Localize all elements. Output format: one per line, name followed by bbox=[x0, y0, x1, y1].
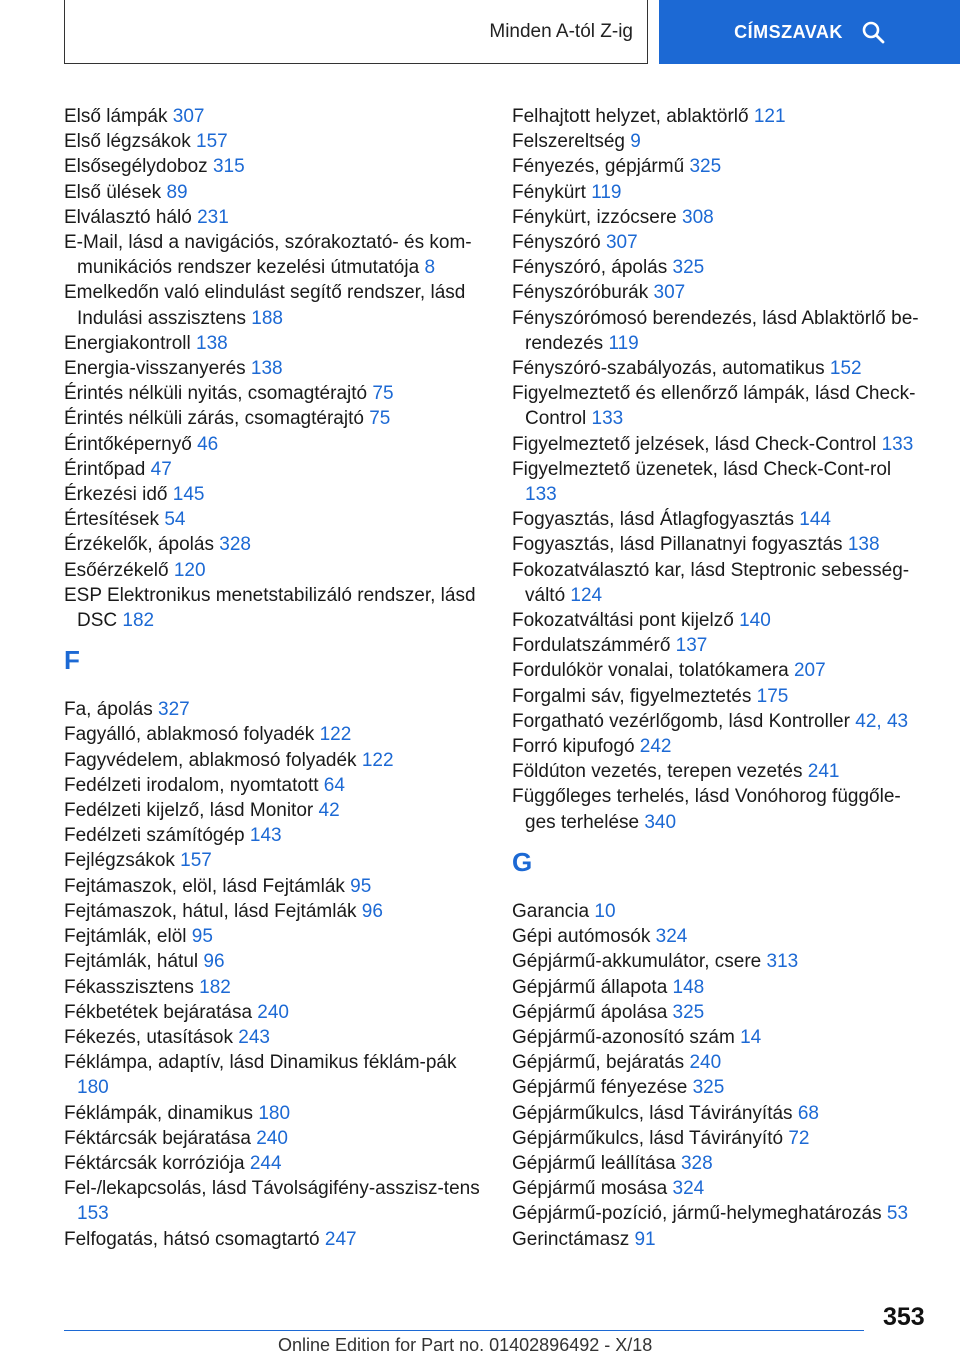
footer-edition: Online Edition for Part no. 01402896492 - X/18 bbox=[278, 1335, 653, 1355]
index-entry bbox=[64, 823, 484, 848]
index-entry bbox=[512, 230, 927, 255]
index-entry bbox=[64, 899, 484, 924]
index-page-link[interactable]: 119 bbox=[608, 332, 639, 354]
index-page-link[interactable]: 91 bbox=[634, 1228, 656, 1250]
index-entry-term: Fokozatváltási pont kijelző bbox=[512, 610, 734, 632]
index-entry-term: Fordulatszámmérő bbox=[512, 635, 671, 657]
index-entry bbox=[512, 1000, 927, 1025]
index-entry-term: Fedélzeti kijelző, lásd Monitor bbox=[64, 800, 314, 822]
index-entry bbox=[64, 583, 484, 633]
index-entry-term: Féklámpák, dinamikus bbox=[64, 1102, 254, 1124]
index-entry-term: Fejtámlák, hátul bbox=[64, 951, 199, 973]
index-entry-term: Gépjármű-azonosító szám bbox=[512, 1026, 735, 1048]
index-entry bbox=[512, 356, 927, 381]
index-entry-term: Első légzsákok bbox=[64, 131, 191, 153]
index-entry-term: Fordulókör vonalai, tolatókamera bbox=[512, 660, 789, 682]
index-entry-term: Fejtámlák, elöl bbox=[64, 926, 187, 948]
index-entry-term: Fényszórómosó berendezés, lásd Ablaktörlő be‐rendezés bbox=[512, 307, 919, 354]
index-page-link[interactable]: 325 bbox=[672, 257, 705, 279]
index-entry bbox=[64, 230, 484, 280]
index-entry bbox=[512, 759, 927, 784]
index-entry-term: Gépjármű leállítása bbox=[512, 1152, 676, 1174]
index-page-link[interactable]: 96 bbox=[361, 900, 383, 922]
index-entry bbox=[64, 697, 484, 722]
index-page-link[interactable]: 138 bbox=[847, 534, 880, 556]
index-entry-term: Érkezési idő bbox=[64, 484, 168, 506]
index-entry-term: Féklámpa, adaptív, lásd Dinamikus féklám‐pák bbox=[64, 1052, 457, 1074]
index-page-link[interactable]: 138 bbox=[196, 332, 228, 354]
index-page-link[interactable]: 182 bbox=[122, 610, 155, 632]
index-page-link[interactable]: 140 bbox=[739, 610, 771, 632]
index-page-link[interactable]: 324 bbox=[672, 1178, 705, 1200]
index-page-link[interactable]: 325 bbox=[689, 156, 722, 178]
tab-index[interactable] bbox=[659, 0, 960, 64]
index-entry bbox=[512, 709, 927, 734]
index-page-link[interactable]: 327 bbox=[158, 699, 190, 721]
index-page-link[interactable]: 9 bbox=[630, 131, 641, 153]
index-entry-term: Gépjármű-akkumulátor, csere bbox=[512, 951, 762, 973]
index-page-link[interactable]: 240 bbox=[257, 1001, 289, 1023]
index-entry bbox=[512, 255, 927, 280]
index-entry-term: Garancia bbox=[512, 900, 590, 922]
index-page-link[interactable]: 54 bbox=[164, 509, 186, 531]
index-page-link[interactable]: 244 bbox=[249, 1152, 282, 1174]
index-entry bbox=[512, 899, 927, 924]
index-entry bbox=[512, 381, 927, 431]
index-entry bbox=[64, 558, 484, 583]
index-entry bbox=[64, 1101, 484, 1126]
index-entry-term: E-Mail, lásd a navigációs, szórakoztató- és kom‐munikációs rendszer kezelési útmutatója bbox=[64, 232, 472, 279]
index-entry bbox=[64, 482, 484, 507]
index-page-link[interactable]: 328 bbox=[219, 534, 251, 556]
index-entry bbox=[512, 532, 927, 557]
index-entry-term: Fa, ápolás bbox=[64, 699, 153, 721]
index-entry-term: Érintőképernyő bbox=[64, 433, 192, 455]
index-entry bbox=[512, 1101, 927, 1126]
index-entry-term: Fogyasztás, lásd Átlagfogyasztás bbox=[512, 509, 794, 531]
index-entry bbox=[512, 306, 927, 356]
index-page-link[interactable]: 145 bbox=[172, 484, 205, 506]
index-page-link[interactable]: 242 bbox=[639, 736, 672, 758]
index-page-link[interactable]: 42, 43 bbox=[855, 710, 909, 732]
index-page-link[interactable]: 315 bbox=[212, 156, 245, 178]
index-entry-term: Féktárcsák korróziója bbox=[64, 1152, 245, 1174]
index-page-link[interactable]: 243 bbox=[238, 1026, 270, 1048]
index-entry bbox=[64, 748, 484, 773]
index-entry-term: Forgalmi sáv, figyelmeztetés bbox=[512, 685, 752, 707]
index-entry bbox=[64, 975, 484, 1000]
index-page-link[interactable]: 308 bbox=[682, 206, 714, 228]
index-page-link[interactable]: 157 bbox=[196, 131, 228, 153]
index-entry-term: Fagyálló, ablakmosó folyadék bbox=[64, 724, 315, 746]
index-entry-term: Gépjármű, bejáratás bbox=[512, 1052, 685, 1074]
index-page-link[interactable]: 75 bbox=[369, 408, 391, 430]
index-page-link[interactable]: 75 bbox=[372, 383, 394, 405]
index-entry-term: Érintés nélküli nyitás, csomagtérajtó bbox=[64, 383, 368, 405]
index-entry bbox=[512, 154, 927, 179]
index-entry-term: Fényszóróburák bbox=[512, 282, 649, 304]
index-entry-term: Fénykürt bbox=[512, 181, 586, 203]
index-entry-term: Fénykürt, izzócsere bbox=[512, 206, 677, 228]
index-page-link[interactable]: 240 bbox=[256, 1127, 288, 1149]
index-page-link[interactable]: 307 bbox=[605, 232, 638, 254]
index-entry-term: Figyelmeztető jelzések, lásd Check-Control bbox=[512, 433, 877, 455]
index-page-link[interactable]: 95 bbox=[350, 875, 372, 897]
index-entry-term: Fejtámaszok, elöl, lásd Fejtámlák bbox=[64, 875, 345, 897]
index-page-link[interactable]: 324 bbox=[655, 926, 688, 948]
index-entry bbox=[64, 1227, 484, 1252]
index-entry bbox=[64, 722, 484, 747]
index-page-link[interactable]: 157 bbox=[180, 850, 212, 872]
index-entry-term: Forró kipufogó bbox=[512, 736, 635, 758]
index-page-link[interactable]: 89 bbox=[166, 181, 188, 203]
index-entry bbox=[64, 406, 484, 431]
index-entry bbox=[512, 104, 927, 129]
index-page-link[interactable]: 241 bbox=[807, 761, 840, 783]
index-entry-term: Fényszóró-szabályozás, automatikus bbox=[512, 358, 825, 380]
index-entry bbox=[64, 532, 484, 557]
index-page-link[interactable]: 122 bbox=[361, 749, 394, 771]
index-entry bbox=[512, 658, 927, 683]
index-page-link[interactable]: 138 bbox=[250, 358, 283, 380]
index-entry bbox=[64, 381, 484, 406]
index-entry bbox=[512, 558, 927, 608]
index-entry bbox=[64, 924, 484, 949]
page-number: 353 bbox=[883, 1303, 925, 1331]
index-entry-term: Felszereltség bbox=[512, 131, 625, 153]
index-entry bbox=[512, 924, 927, 949]
index-page-link[interactable]: 46 bbox=[197, 433, 219, 455]
index-entry-term: Fogyasztás, lásd Pillanatnyi fogyasztás bbox=[512, 534, 843, 556]
index-page-link[interactable]: 133 bbox=[591, 408, 624, 430]
index-entry-term: Gépjármű-pozíció, jármű-helymeghatározás bbox=[512, 1203, 882, 1225]
index-page-link[interactable]: 231 bbox=[197, 206, 229, 228]
index-entry-term: Emelkedőn való elindulást segítő rendszer, lásd Indulási asszisztens bbox=[64, 282, 466, 329]
index-entry bbox=[64, 457, 484, 482]
index-entry bbox=[512, 949, 927, 974]
index-entry-term: Felfogatás, hátsó csomagtartó bbox=[64, 1228, 320, 1250]
index-entry bbox=[512, 1025, 927, 1050]
index-entry-term: Függőleges terhelés, lásd Vonóhorog függőle‐ges terhelése bbox=[512, 786, 901, 833]
index-entry-term: Fedélzeti számítógép bbox=[64, 825, 245, 847]
index-entry-term: Figyelmeztető és ellenőrző lámpák, lásd Check-Control bbox=[512, 383, 916, 430]
index-entry bbox=[64, 356, 484, 381]
index-entry-term: Fényszóró, ápolás bbox=[512, 257, 668, 279]
index-entry-term: ESP Elektronikus menetstabilizáló rendszer, lásd DSC bbox=[64, 584, 476, 632]
index-entry-term: Fékezés, utasítások bbox=[64, 1026, 233, 1048]
index-page-link[interactable]: 53 bbox=[886, 1203, 909, 1225]
index-entry bbox=[64, 1050, 484, 1100]
index-page-link[interactable]: 328 bbox=[680, 1152, 713, 1174]
index-page-link[interactable]: 120 bbox=[173, 559, 206, 581]
index-entry-term: Fényszóró bbox=[512, 232, 601, 254]
index-page-link[interactable]: 133 bbox=[881, 433, 914, 455]
index-entry-term: Érintőpad bbox=[64, 458, 146, 480]
index-entry bbox=[512, 457, 927, 507]
index-page-link[interactable]: 133 bbox=[525, 484, 557, 506]
index-page-link[interactable]: 307 bbox=[653, 282, 686, 304]
index-entry bbox=[512, 280, 927, 305]
index-entry bbox=[64, 154, 484, 179]
index-entry-term: Fedélzeti irodalom, nyomtatott bbox=[64, 774, 319, 796]
index-entry-term: Gerinctámasz bbox=[512, 1228, 630, 1250]
index-page-link[interactable]: 188 bbox=[251, 307, 283, 329]
footer-divider bbox=[64, 1330, 864, 1331]
index-entry-term: Gépjármű fényezése bbox=[512, 1077, 688, 1099]
index-entry bbox=[64, 432, 484, 457]
index-page-link[interactable]: 144 bbox=[799, 509, 831, 531]
index-entry-term: Fejlégzsákok bbox=[64, 850, 175, 872]
index-entry-term: Energia-visszanyerés bbox=[64, 358, 246, 380]
index-page-link[interactable]: 307 bbox=[172, 106, 205, 127]
index-entry bbox=[512, 180, 927, 205]
index-entry-term: Fel-/lekapcsolás, lásd Távolságifény-asszisz‐tens bbox=[64, 1178, 480, 1200]
index-entry bbox=[64, 874, 484, 899]
index-page-link[interactable]: 42 bbox=[318, 800, 340, 822]
index-entry-term: Gépjárműkulcs, lásd Távirányító bbox=[512, 1127, 784, 1149]
index-entry bbox=[64, 798, 484, 823]
index-page-link[interactable]: 148 bbox=[672, 976, 705, 998]
index-entry bbox=[512, 432, 927, 457]
index-entry bbox=[512, 1201, 927, 1226]
index-page-link[interactable]: 68 bbox=[797, 1102, 819, 1124]
index-page-link[interactable]: 119 bbox=[591, 181, 622, 203]
index-entry bbox=[64, 280, 484, 330]
index-entry bbox=[512, 608, 927, 633]
index-entry-term: Gépjármű állapota bbox=[512, 976, 668, 998]
index-page-link[interactable]: 121 bbox=[753, 106, 786, 127]
index-entry bbox=[64, 180, 484, 205]
index-entry-term: Elsősegélydoboz bbox=[64, 156, 208, 178]
tab-index-label: CÍMSZAVAK bbox=[734, 21, 843, 42]
index-page-link[interactable]: 10 bbox=[594, 900, 616, 922]
index-entry bbox=[512, 784, 927, 834]
index-page-link[interactable]: 137 bbox=[675, 635, 708, 657]
index-entry-term: Féktárcsák bejáratása bbox=[64, 1127, 251, 1149]
index-entry bbox=[64, 129, 484, 154]
index-entry bbox=[512, 633, 927, 658]
index-page-link[interactable]: 207 bbox=[793, 660, 826, 682]
index-entry bbox=[512, 975, 927, 1000]
index-page-link[interactable]: 14 bbox=[740, 1026, 762, 1048]
index-column-left bbox=[64, 104, 484, 1252]
index-page-link[interactable]: 180 bbox=[258, 1102, 291, 1124]
index-entry bbox=[512, 1075, 927, 1100]
index-entry-term: Forgatható vezérlőgomb, lásd Kontroller bbox=[512, 710, 850, 732]
index-entry-term: Gépjármű ápolása bbox=[512, 1001, 668, 1023]
index-page-link[interactable]: 122 bbox=[319, 724, 352, 746]
index-column-right bbox=[512, 104, 927, 1252]
index-entry-term: Energiakontroll bbox=[64, 332, 191, 354]
index-page-link[interactable]: 8 bbox=[424, 257, 436, 279]
index-entry bbox=[512, 507, 927, 532]
index-page-link[interactable]: 240 bbox=[689, 1052, 722, 1074]
index-entry-term: Fokozatválasztó kar, lásd Steptronic sebesség‐váltó bbox=[512, 559, 910, 606]
index-entry bbox=[512, 1151, 927, 1176]
index-page-link[interactable]: 175 bbox=[756, 685, 789, 707]
index-page-link[interactable]: 182 bbox=[199, 976, 231, 998]
index-page-link[interactable]: 124 bbox=[570, 584, 603, 606]
index-entry bbox=[64, 1000, 484, 1025]
index-entry bbox=[64, 205, 484, 230]
index-page-link[interactable]: 64 bbox=[323, 774, 345, 796]
index-page-link[interactable]: 153 bbox=[77, 1203, 109, 1225]
index-entry bbox=[512, 1050, 927, 1075]
index-page-link[interactable]: 72 bbox=[788, 1127, 810, 1149]
index-entry bbox=[512, 734, 927, 759]
index-entry bbox=[64, 331, 484, 356]
index-entry-term: Fagyvédelem, ablakmosó folyadék bbox=[64, 749, 357, 771]
index-entry bbox=[512, 129, 927, 154]
index-page-link[interactable]: 325 bbox=[672, 1001, 705, 1023]
index-entry bbox=[512, 684, 927, 709]
index-letter-heading: F bbox=[64, 645, 80, 676]
index-entry bbox=[64, 104, 484, 129]
index-entry-term: Fékbetétek bejáratása bbox=[64, 1001, 253, 1023]
index-entry-term: Gépjárműkulcs, lásd Távirányítás bbox=[512, 1102, 793, 1124]
index-entry-term: Földúton vezetés, terepen vezetés bbox=[512, 761, 803, 783]
index-entry bbox=[64, 1176, 484, 1226]
index-entry-term: Fényezés, gépjármű bbox=[512, 156, 685, 178]
index-page-link[interactable]: 340 bbox=[644, 811, 677, 833]
index-page-link[interactable]: 247 bbox=[324, 1228, 357, 1250]
index-page-link[interactable]: 143 bbox=[249, 825, 282, 847]
index-entry-term: Gépjármű mosása bbox=[512, 1178, 668, 1200]
index-entry bbox=[64, 507, 484, 532]
index-entry-term: Értesítések bbox=[64, 509, 160, 531]
index-entry bbox=[512, 1227, 927, 1252]
index-entry bbox=[512, 1126, 927, 1151]
index-page-link[interactable]: 95 bbox=[191, 926, 213, 948]
index-letter-heading: G bbox=[512, 846, 533, 877]
breadcrumb-label: Minden A-tól Z-ig bbox=[489, 20, 633, 42]
breadcrumb[interactable] bbox=[64, 0, 648, 64]
index-entry-term: Érintés nélküli zárás, csomagtérajtó bbox=[64, 408, 364, 430]
index-entry-term: Felhajtott helyzet, ablaktörlő bbox=[512, 106, 749, 127]
index-entry bbox=[512, 1176, 927, 1201]
index-entry-term: Érzékelők, ápolás bbox=[64, 534, 214, 556]
index-entry bbox=[64, 1025, 484, 1050]
index-entry bbox=[64, 949, 484, 974]
index-page-link[interactable]: 152 bbox=[829, 358, 862, 380]
index-page-link[interactable]: 313 bbox=[766, 951, 799, 973]
index-entry-term: Fékasszisztens bbox=[64, 976, 194, 998]
index-entry-term: Elválasztó háló bbox=[64, 206, 192, 228]
index-page-link[interactable]: 325 bbox=[692, 1077, 725, 1099]
search-icon bbox=[861, 20, 885, 44]
index-entry-term: Fejtámaszok, hátul, lásd Fejtámlák bbox=[64, 900, 357, 922]
index-entry-term: Első lámpák bbox=[64, 106, 168, 127]
index-entry-term: Esőérzékelő bbox=[64, 559, 169, 581]
index-entry bbox=[64, 848, 484, 873]
index-entry-term: Figyelmeztető üzenetek, lásd Check-Cont‐rol bbox=[512, 458, 892, 480]
index-page-link[interactable]: 180 bbox=[77, 1077, 109, 1099]
index-entry bbox=[512, 205, 927, 230]
index-page-link[interactable]: 96 bbox=[203, 951, 225, 973]
index-entry bbox=[64, 773, 484, 798]
index-entry bbox=[64, 1151, 484, 1176]
index-page-link[interactable]: 47 bbox=[150, 458, 172, 480]
index-entry bbox=[64, 1126, 484, 1151]
index-entry-term: Gépi autómosók bbox=[512, 926, 651, 948]
index-entry-term: Első ülések bbox=[64, 181, 162, 203]
